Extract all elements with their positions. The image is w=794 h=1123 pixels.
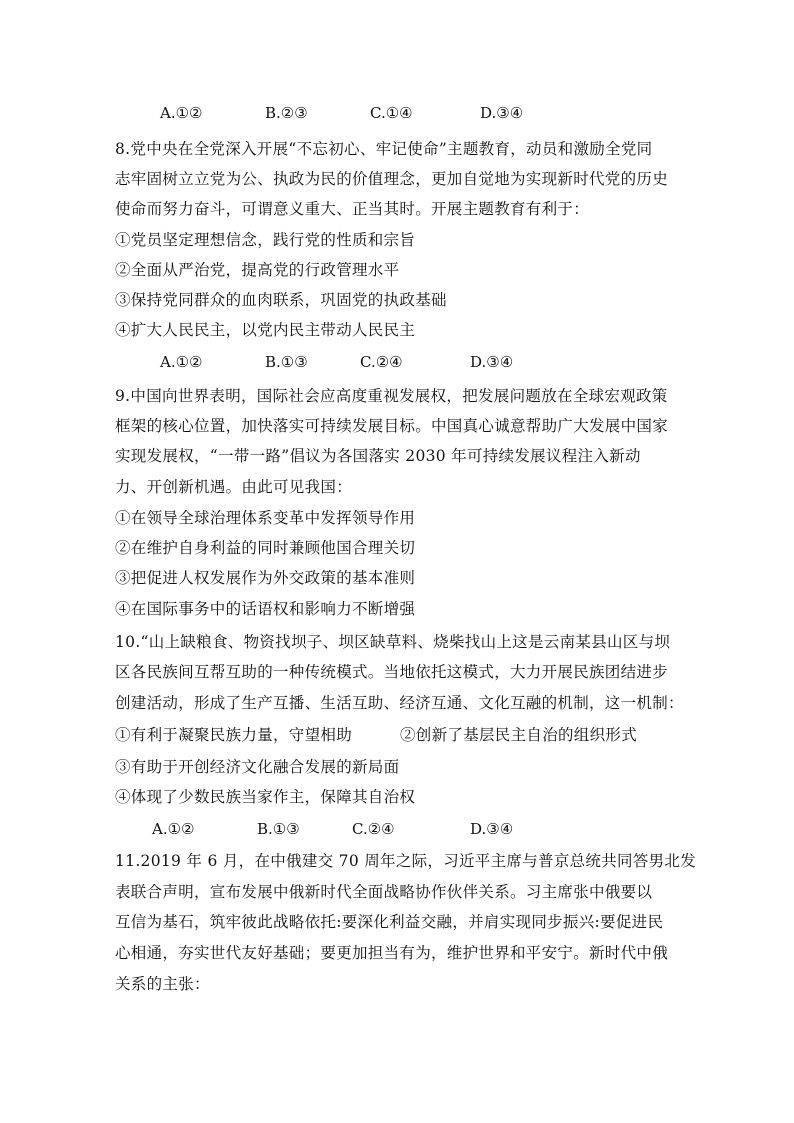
- option-a: A.①②: [160, 104, 203, 122]
- option-b: B.②③: [265, 104, 308, 122]
- q10-items-row: [115, 725, 695, 745]
- q8-item-2: ②全面从严治党，提高党的行政管理水平: [115, 261, 400, 279]
- q8-item-4: ④扩大人民民主，以党内民主带动人民民主: [115, 321, 416, 339]
- q8-stem-line: 志牢固树立立党为公、执政为民的价值理念，更加自觉地为实现新时代党的历史: [115, 170, 669, 188]
- q10-options: [152, 819, 672, 839]
- q9-item-3: ③把促进人权发展作为外交政策的基本准则: [115, 569, 416, 587]
- q9-stem-line: 实现发展权，“一带一路”倡议为各国落实 2030 年可持续发展议程注入新动: [115, 447, 641, 465]
- q8-stem-line: 使命而努力奋斗，可谓意义重大、正当其时。开展主题教育有利于：: [115, 200, 590, 218]
- q8-stem-line: 8.党中央在全党深入开展“不忘初心、牢记使命”主题教育，动员和激励全党同: [115, 140, 653, 158]
- q7-options: [160, 103, 680, 123]
- q9-stem-line: 9.中国向世界表明，国际社会应高度重视发展权，把发展问题放在全球宏观政策: [115, 387, 668, 405]
- q11-stem-line: 互信为基石，筑牢彼此战略依托:要深化利益交融，并肩实现同步振兴:要促进民: [115, 913, 664, 931]
- q10-stem-line: 10.“山上缺粮食、物资找坝子、坝区缺草料、烧柴找山上这是云南某县山区与坝: [115, 633, 671, 651]
- q10-item-1: ①有利于凝聚民族力量，守望相助: [115, 726, 353, 744]
- q8-item-3: ③保持党同群众的血肉联系，巩固党的执政基础: [115, 291, 447, 309]
- q10-item-3: ③有助于开创经济文化融合发展的新局面: [115, 758, 400, 776]
- option-b: B.①③: [265, 353, 308, 371]
- q10-item-4: ④体现了少数民族当家作主，保障其自治权: [115, 788, 416, 806]
- option-c: C.①④: [370, 104, 413, 122]
- q10-stem-line: 创建活动，形成了生产互播、生活互助、经济互通、文化互融的机制，这一机制：: [115, 694, 684, 712]
- q9-stem-line: 框架的核心位置，加快落实可持续发展目标。中国真心诚意帮助广大发展中国家: [115, 417, 669, 435]
- q8-options: [160, 352, 680, 372]
- q9-item-1: ①在领导全球治理体系变革中发挥领导作用: [115, 509, 416, 527]
- q10-stem-line: 区各民族间互帮互助的一种传统模式。当地依托这模式，大力开展民族团结进步: [115, 663, 669, 681]
- q11-stem-line: 11.2019 年 6 月，在中俄建交 70 周年之际，习近平主席与普京总统共同答男北发: [115, 852, 697, 870]
- option-d: D.③④: [470, 820, 514, 838]
- option-d: D.③④: [480, 104, 524, 122]
- q8-item-1: ①党员坚定理想信念，践行党的性质和宗旨: [115, 231, 416, 249]
- q11-stem-line: 心相通，夯实世代友好基础；要更加担当有为，维护世界和平安宁。新时代中俄: [115, 944, 669, 962]
- q11-stem-line: 表联合声明，宣布发展中俄新时代全面战略协作伙伴关系。习主席张中俄要以: [115, 883, 653, 901]
- q9-stem-line: 力、开创新机遇。由此可见我国：: [115, 478, 353, 496]
- option-c: C.②④: [352, 820, 395, 838]
- q9-item-4: ④在国际事务中的话语权和影响力不断增强: [115, 600, 416, 618]
- q11-stem-line: 关系的主张：: [115, 975, 210, 993]
- option-a: A.①②: [152, 820, 195, 838]
- q10-item-2: ②创新了基层民主自治的组织形式: [400, 726, 638, 744]
- option-b: B.①③: [257, 820, 300, 838]
- option-a: A.①②: [160, 353, 203, 371]
- q9-item-2: ②在维护自身利益的同时兼顾他国合理关切: [115, 539, 416, 557]
- option-d: D.③④: [470, 353, 514, 371]
- option-c: C.②④: [360, 353, 403, 371]
